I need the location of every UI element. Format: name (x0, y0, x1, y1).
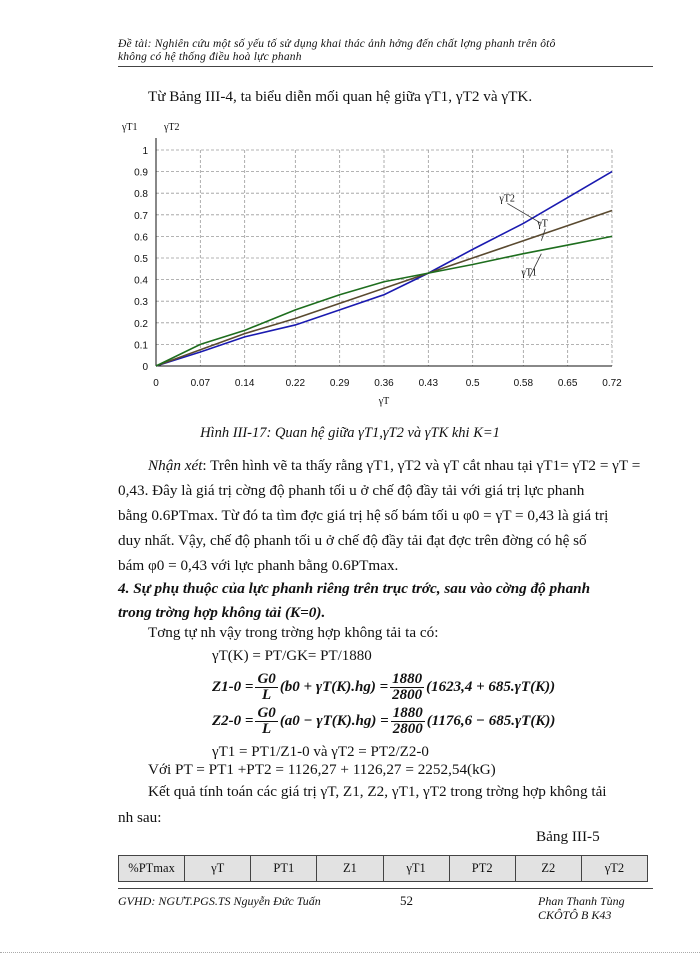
table-header-cell: γT (185, 856, 251, 881)
x-tick-label: 0.14 (234, 378, 255, 389)
formula-z2-mid: (a0 − γT(K).hg) = (279, 713, 389, 729)
table-header-cell: Z1 (317, 856, 383, 881)
y-tick-label: 0.2 (134, 318, 148, 330)
x-tick-label: 0.65 (557, 378, 578, 389)
intro-text: Từ Bảng III-4, ta biểu diễn mối quan hệ giữa γT1, γT2 và γTK. (148, 88, 533, 105)
x-tick-label: 0.22 (285, 378, 306, 389)
footer-rule (118, 888, 653, 889)
header-rule (118, 66, 653, 67)
body-line-1: Tơng tự nh vậy trong trờng hợp không tải ta có: (148, 624, 439, 641)
x-tick-label: 0.58 (513, 378, 534, 389)
x-tick-label: 0.36 (374, 378, 394, 389)
formula-z1-num2: 1880 (392, 671, 423, 687)
chart-labels (121, 122, 622, 407)
body-line-result-1: Kết quả tính toán các giá trị γT, Z1, Z2, γT1, γT2 trong trờng hợp không tải (148, 783, 607, 800)
y-tick-label: 0 (142, 362, 148, 373)
formula-z2-den: L (262, 721, 272, 737)
figure-caption: Hình III-17: Quan hệ giữa γT1,γT2 và γTK khi K=1 (200, 425, 500, 441)
y-tick-label: 0.4 (134, 275, 148, 287)
line-chart (120, 116, 640, 416)
table-header-cell: PT1 (251, 856, 317, 881)
formula-z1-mid: (b0 + γT(K).hg) = (279, 679, 389, 695)
formula-z2-rhs: (1176,6 − 685.γT(K)) (426, 713, 556, 729)
formula-gamma-t1-t2: γT1 = PT1/Z1-0 và γT2 = PT2/Z2-0 (212, 744, 429, 760)
footer-advisor: GVHD: NGƯT.PGS.TS Nguyễn Đức Tuấn (118, 894, 321, 908)
x-tick-label: 0.5 (465, 378, 480, 389)
y-axis-label-gamma-t2: γT2 (164, 122, 180, 133)
series-label: γT (537, 218, 548, 230)
formula-z2-num: G0 (257, 705, 276, 721)
series-label: γT2 (499, 193, 515, 205)
formula-z2-den2: 2800 (392, 721, 423, 737)
formula-z1-den2: 2800 (392, 687, 423, 703)
y-tick-label: 0.9 (134, 167, 148, 179)
y-tick-label: 0.7 (134, 210, 148, 222)
section-heading-line-2: trong trờng hợp không tải (K=0). (118, 604, 326, 621)
x-tick-label: 0.43 (418, 378, 439, 389)
formula-z2-num2: 1880 (392, 705, 423, 721)
table-title: Bảng III-5 (536, 828, 600, 845)
section-heading-line-1: 4. Sự phụ thuộc của lực phanh riêng trên trục trớc, sau vào cờng độ phanh (118, 580, 591, 597)
formula-z2-lhs: Z2-0 = (212, 713, 254, 729)
body-line-with: Với PT = PT1 +PT2 = 1126,27 + 1126,27 = 2252,54(kG) (148, 761, 496, 778)
page-header (118, 38, 658, 64)
footer-author-class: CKÔTÔ B K43 (538, 908, 612, 922)
y-tick-label: 0.8 (134, 189, 148, 201)
formula-z1-num: G0 (257, 671, 276, 687)
table-header-cell: γT2 (604, 861, 625, 875)
table-header-row (118, 855, 648, 882)
page-number: 52 (400, 893, 413, 908)
y-tick-label: 0.1 (134, 340, 148, 352)
table-header-cell: Z2 (516, 856, 582, 881)
formula-z2 (212, 706, 555, 737)
remark-line-5: bám φ0 = 0,43 với lực phanh bằng 0.6PTmax. (118, 557, 399, 574)
formula-z1-rhs: (1623,4 + 685.γT(K)) (426, 679, 556, 695)
table-header-cell: PT2 (450, 856, 516, 881)
header-line-2: không có hệ thống điều hoà lực phanh (118, 51, 302, 63)
y-axis-label-gamma-t1: γT1 (122, 122, 138, 133)
y-tick-label: 0.3 (134, 297, 148, 309)
header-line-1: Đề tài: Nghiên cứu một số yếu tố sử dụng khai thác ảnh hởng đến chất lợng phanh trên ôtô (118, 38, 556, 50)
x-axis-label: γT (378, 396, 390, 407)
x-tick-label: 0.29 (329, 378, 350, 389)
footer-author-name: Phan Thanh Tùng (538, 894, 625, 908)
series-label-leader (507, 203, 541, 223)
y-tick-label: 0.5 (134, 254, 148, 265)
formula-z1 (212, 672, 555, 703)
series-label: γT1 (521, 267, 537, 279)
y-tick-label: 1 (142, 146, 148, 157)
table-header-cell: γT1 (384, 856, 450, 881)
x-tick-label: 0.72 (602, 378, 622, 389)
body-line-result-2: nh sau: (118, 809, 162, 826)
page-bottom-dotted-line (0, 952, 700, 953)
x-tick-label: 0 (153, 378, 159, 389)
x-tick-label: 0.07 (190, 378, 211, 389)
remark-line-2: 0,43. Đây là giá trị cờng độ phanh tối u ở chế độ đầy tải với giá trị lực phanh (118, 482, 585, 499)
chart-grid (156, 150, 612, 366)
formula-z1-lhs: Z1-0 = (212, 679, 254, 695)
table-header-cell: %PTmax (119, 856, 185, 881)
remark-line-4: duy nhất. Vậy, chế độ phanh tối u ở chế độ đầy tải đạt đợc trên đờng có hệ số (118, 532, 587, 549)
formula-gamma-tk: γT(K) = PT/GK= PT/1880 (212, 648, 372, 664)
footer-author (538, 894, 658, 922)
formula-z1-den: L (262, 687, 272, 703)
remark-label: Nhận xét (148, 457, 203, 474)
remark-text-1: : Trên hình vẽ ta thấy rằng γT1, γT2 và γT cắt nhau tại γT1= γT2 = γT = (202, 457, 641, 474)
remark-line-1 (148, 453, 640, 479)
remark-line-3: bằng 0.6PTmax. Từ đó ta tìm đợc giá trị hệ số bám tối u φ0 = γT = 0,43 là giá trị (118, 507, 609, 524)
y-tick-label: 0.6 (134, 232, 148, 244)
